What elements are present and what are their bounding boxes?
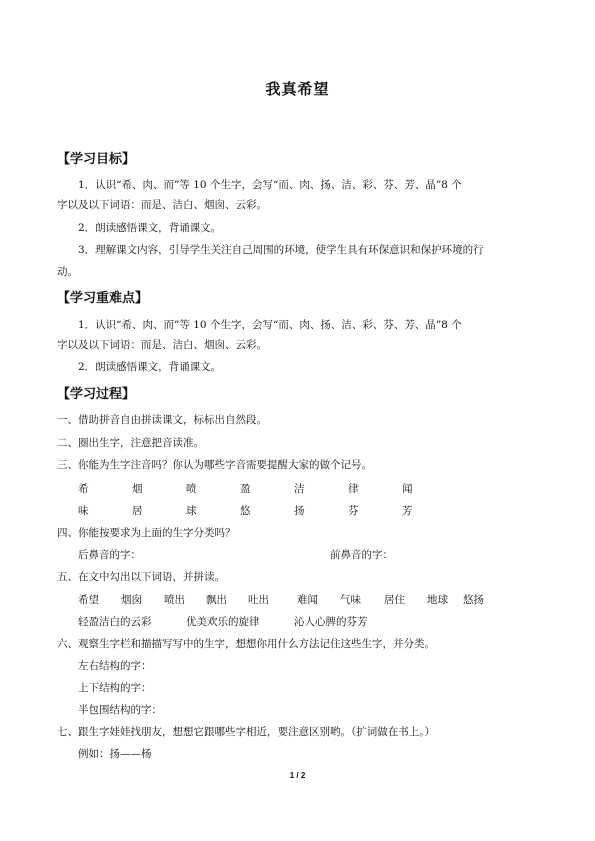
character: 希 xyxy=(78,483,89,495)
word: 地球 xyxy=(427,594,448,606)
character: 芳 xyxy=(402,505,413,517)
page-title: 我真希望 xyxy=(265,80,330,98)
character: 球 xyxy=(186,505,197,517)
goals-item-3-line-1: 3．理解课文内容，引导学生关注自己周围的环境，使学生具有环保意识和保护环境的行 xyxy=(78,244,484,256)
keypoints-item-1-line-2: 字以及以下词语：而是、洁白、烟囱、云彩。 xyxy=(57,339,267,351)
character: 悠 xyxy=(240,505,251,517)
process-step-7: 七、跟生字娃娃找朋友，想想它跟哪些字相近，要注意区别哟。（扩词做在书上。） xyxy=(57,726,435,738)
character: 芬 xyxy=(348,505,359,517)
character: 烟 xyxy=(132,483,143,495)
keypoints-item-2: 2．朗读感悟课文，背诵课文。 xyxy=(78,361,222,373)
goals-item-3-line-2: 动。 xyxy=(57,266,78,278)
half-enclosed-structure-label: 半包围结构的字： xyxy=(78,704,162,716)
goals-heading: 【学习目标】 xyxy=(57,152,136,167)
word: 希望 xyxy=(78,594,99,606)
top-bottom-structure-label: 上下结构的字： xyxy=(78,682,152,694)
character: 律 xyxy=(348,483,359,495)
character: 味 xyxy=(78,505,89,517)
word: 气味 xyxy=(340,594,361,606)
word: 难闻 xyxy=(297,594,318,606)
goals-item-1-line-2: 字以及以下词语：而是、洁白、烟囱、云彩。 xyxy=(57,199,267,211)
process-step-6: 六、观察生字栏和描描写写中的生字，想想你用什么方法记住这些生字，并分类。 xyxy=(57,638,435,650)
character: 喷 xyxy=(186,483,197,495)
process-step-1: 一、借助拼音自由拼读课文，标标出自然段。 xyxy=(57,414,267,426)
word: 喷出 xyxy=(164,594,185,606)
phrase: 优美欢乐的旋律 xyxy=(186,616,260,628)
word: 居住 xyxy=(384,594,405,606)
process-heading: 【学习过程】 xyxy=(57,387,136,402)
character: 扬 xyxy=(294,505,305,517)
word: 悠扬 xyxy=(463,594,484,606)
phrase: 沁人心脾的芬芳 xyxy=(294,616,368,628)
keypoints-item-1-line-1: 1．认识“希、肉、而”等 10 个生字，会写“而、肉、扬、洁、彩、芬、芳、晶”8 个 xyxy=(78,319,462,331)
character: 盈 xyxy=(240,483,251,495)
process-step-4: 四、你能按要求为上面的生字分类吗？ xyxy=(57,527,236,539)
word: 吐出 xyxy=(248,594,269,606)
process-step-3: 三、你能为生字注音吗？你认为哪些字音需要提醒大家的做个记号。 xyxy=(57,459,372,471)
process-step-5: 五、在文中勾出以下词语，并拼读。 xyxy=(57,571,225,583)
character: 洁 xyxy=(294,483,305,495)
character: 闻 xyxy=(402,483,413,495)
back-nasal-label: 后鼻音的字： xyxy=(78,549,141,561)
process-step-7-example: 例如：扬——杨 xyxy=(78,748,152,760)
character: 居 xyxy=(132,505,143,517)
word: 烟囱 xyxy=(121,594,142,606)
left-right-structure-label: 左右结构的字： xyxy=(78,660,152,672)
phrase: 轻盈洁白的云彩 xyxy=(78,616,152,628)
goals-item-2: 2．朗读感悟课文，背诵课文。 xyxy=(78,222,222,234)
word: 飘出 xyxy=(206,594,227,606)
page-number: 1 / 2 xyxy=(289,771,306,780)
goals-item-1-line-1: 1．认识“希、肉、而”等 10 个生字，会写“而、肉、扬、洁、彩、芬、芳、晶”8 个 xyxy=(78,179,462,191)
keypoints-heading: 【学习重难点】 xyxy=(57,291,149,306)
front-nasal-label: 前鼻音的字： xyxy=(330,549,393,561)
process-step-2: 二、圈出生字，注意把音读准。 xyxy=(57,437,204,449)
